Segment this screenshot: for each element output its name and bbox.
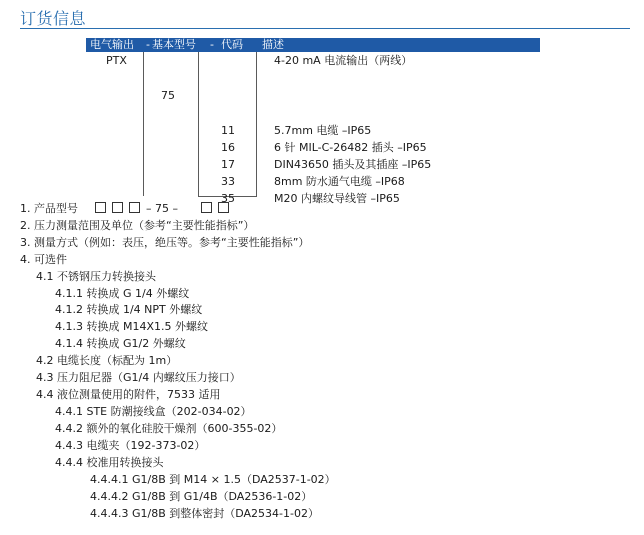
column-divider [198, 52, 199, 196]
model-checkbox [95, 202, 106, 213]
electrical-output-ptx: PTX [106, 54, 127, 67]
note-sub-sub-option: 4.4.4.2 G1/8B 到 G1/4B（DA2536-1-02） [90, 490, 313, 503]
note-sub-option: 4.4.3 电缆夹（192-373-02） [55, 439, 206, 452]
note-sub-option: 4.1.4 转换成 G1/2 外螺纹 [55, 337, 186, 350]
model-separator: – 75 – [146, 202, 178, 215]
note-sub-sub-option: 4.4.4.3 G1/8B 到整体密封（DA2534-1-02） [90, 507, 319, 520]
header-base-model: 基本型号 [152, 38, 196, 51]
code-cell: 35 [221, 192, 235, 205]
section-title: 订货信息 [20, 9, 87, 28]
description-cell: 5.7mm 电缆 –IP65 [274, 124, 372, 137]
note-option: 4.3 压力阻尼器（G1/4 内螺纹压力接口） [36, 371, 241, 384]
note-sub-option: 4.1.2 转换成 1/4 NPT 外螺纹 [55, 303, 203, 316]
note-sub-option: 4.1.1 转换成 G 1/4 外螺纹 [55, 287, 190, 300]
title-divider [20, 28, 630, 29]
note-product-model [20, 202, 235, 216]
header-dash: - [210, 38, 214, 51]
note-sub-sub-option: 4.4.4.1 G1/8B 到 M14 × 1.5（DA2537-1-02） [90, 473, 336, 486]
code-cell: 16 [221, 141, 235, 154]
note-sub-option: 4.4.1 STE 防潮接线盒（202-034-02） [55, 405, 252, 418]
code-cell: 11 [221, 124, 235, 137]
column-divider [256, 52, 257, 196]
header-electrical-output: 电气输出 [90, 38, 134, 51]
note-option: 4.2 电缆长度（标配为 1m） [36, 354, 178, 367]
note-option: 4.4 液位测量使用的附件，7533 适用 [36, 388, 221, 401]
base-model-value: 75 [161, 89, 175, 102]
header-description: 描述 [262, 38, 284, 51]
model-checkbox [112, 202, 123, 213]
note-measurement-type: 3. 测量方式（例如：表压，绝压等。参考“主要性能指标”） [20, 236, 310, 249]
note-product-model-label: 1. 产品型号 [20, 202, 78, 215]
note-sub-option: 4.4.2 额外的氧化硅胶干燥剂（600-355-02） [55, 422, 283, 435]
note-options: 4. 可选件 [20, 253, 67, 266]
model-checkbox [201, 202, 212, 213]
description-cell: DIN43650 插头及其插座 –IP65 [274, 158, 432, 171]
model-checkbox [129, 202, 140, 213]
table-header [86, 38, 540, 52]
note-pressure-range: 2. 压力测量范围及单位（参考“主要性能指标”） [20, 219, 255, 232]
ordering-table [86, 38, 540, 205]
header-code: 代码 [221, 38, 243, 51]
code-cell: 17 [221, 158, 235, 171]
code-cell: 33 [221, 175, 235, 188]
note-sub-option: 4.1.3 转换成 M14X1.5 外螺纹 [55, 320, 208, 333]
description-cell: 6 针 MIL-C-26482 插头 –IP65 [274, 141, 427, 154]
column-divider [143, 52, 144, 196]
note-sub-option: 4.4.4 校准用转换接头 [55, 456, 164, 469]
model-checkbox [218, 202, 229, 213]
header-dash: - [146, 38, 150, 51]
output-description: 4-20 mA 电流输出（两线） [274, 54, 413, 67]
note-option: 4.1 不锈钢压力转换接头 [36, 270, 156, 283]
description-cell: 8mm 防水通气电缆 –IP68 [274, 175, 405, 188]
description-cell: M20 内螺纹导线管 –IP65 [274, 192, 400, 205]
